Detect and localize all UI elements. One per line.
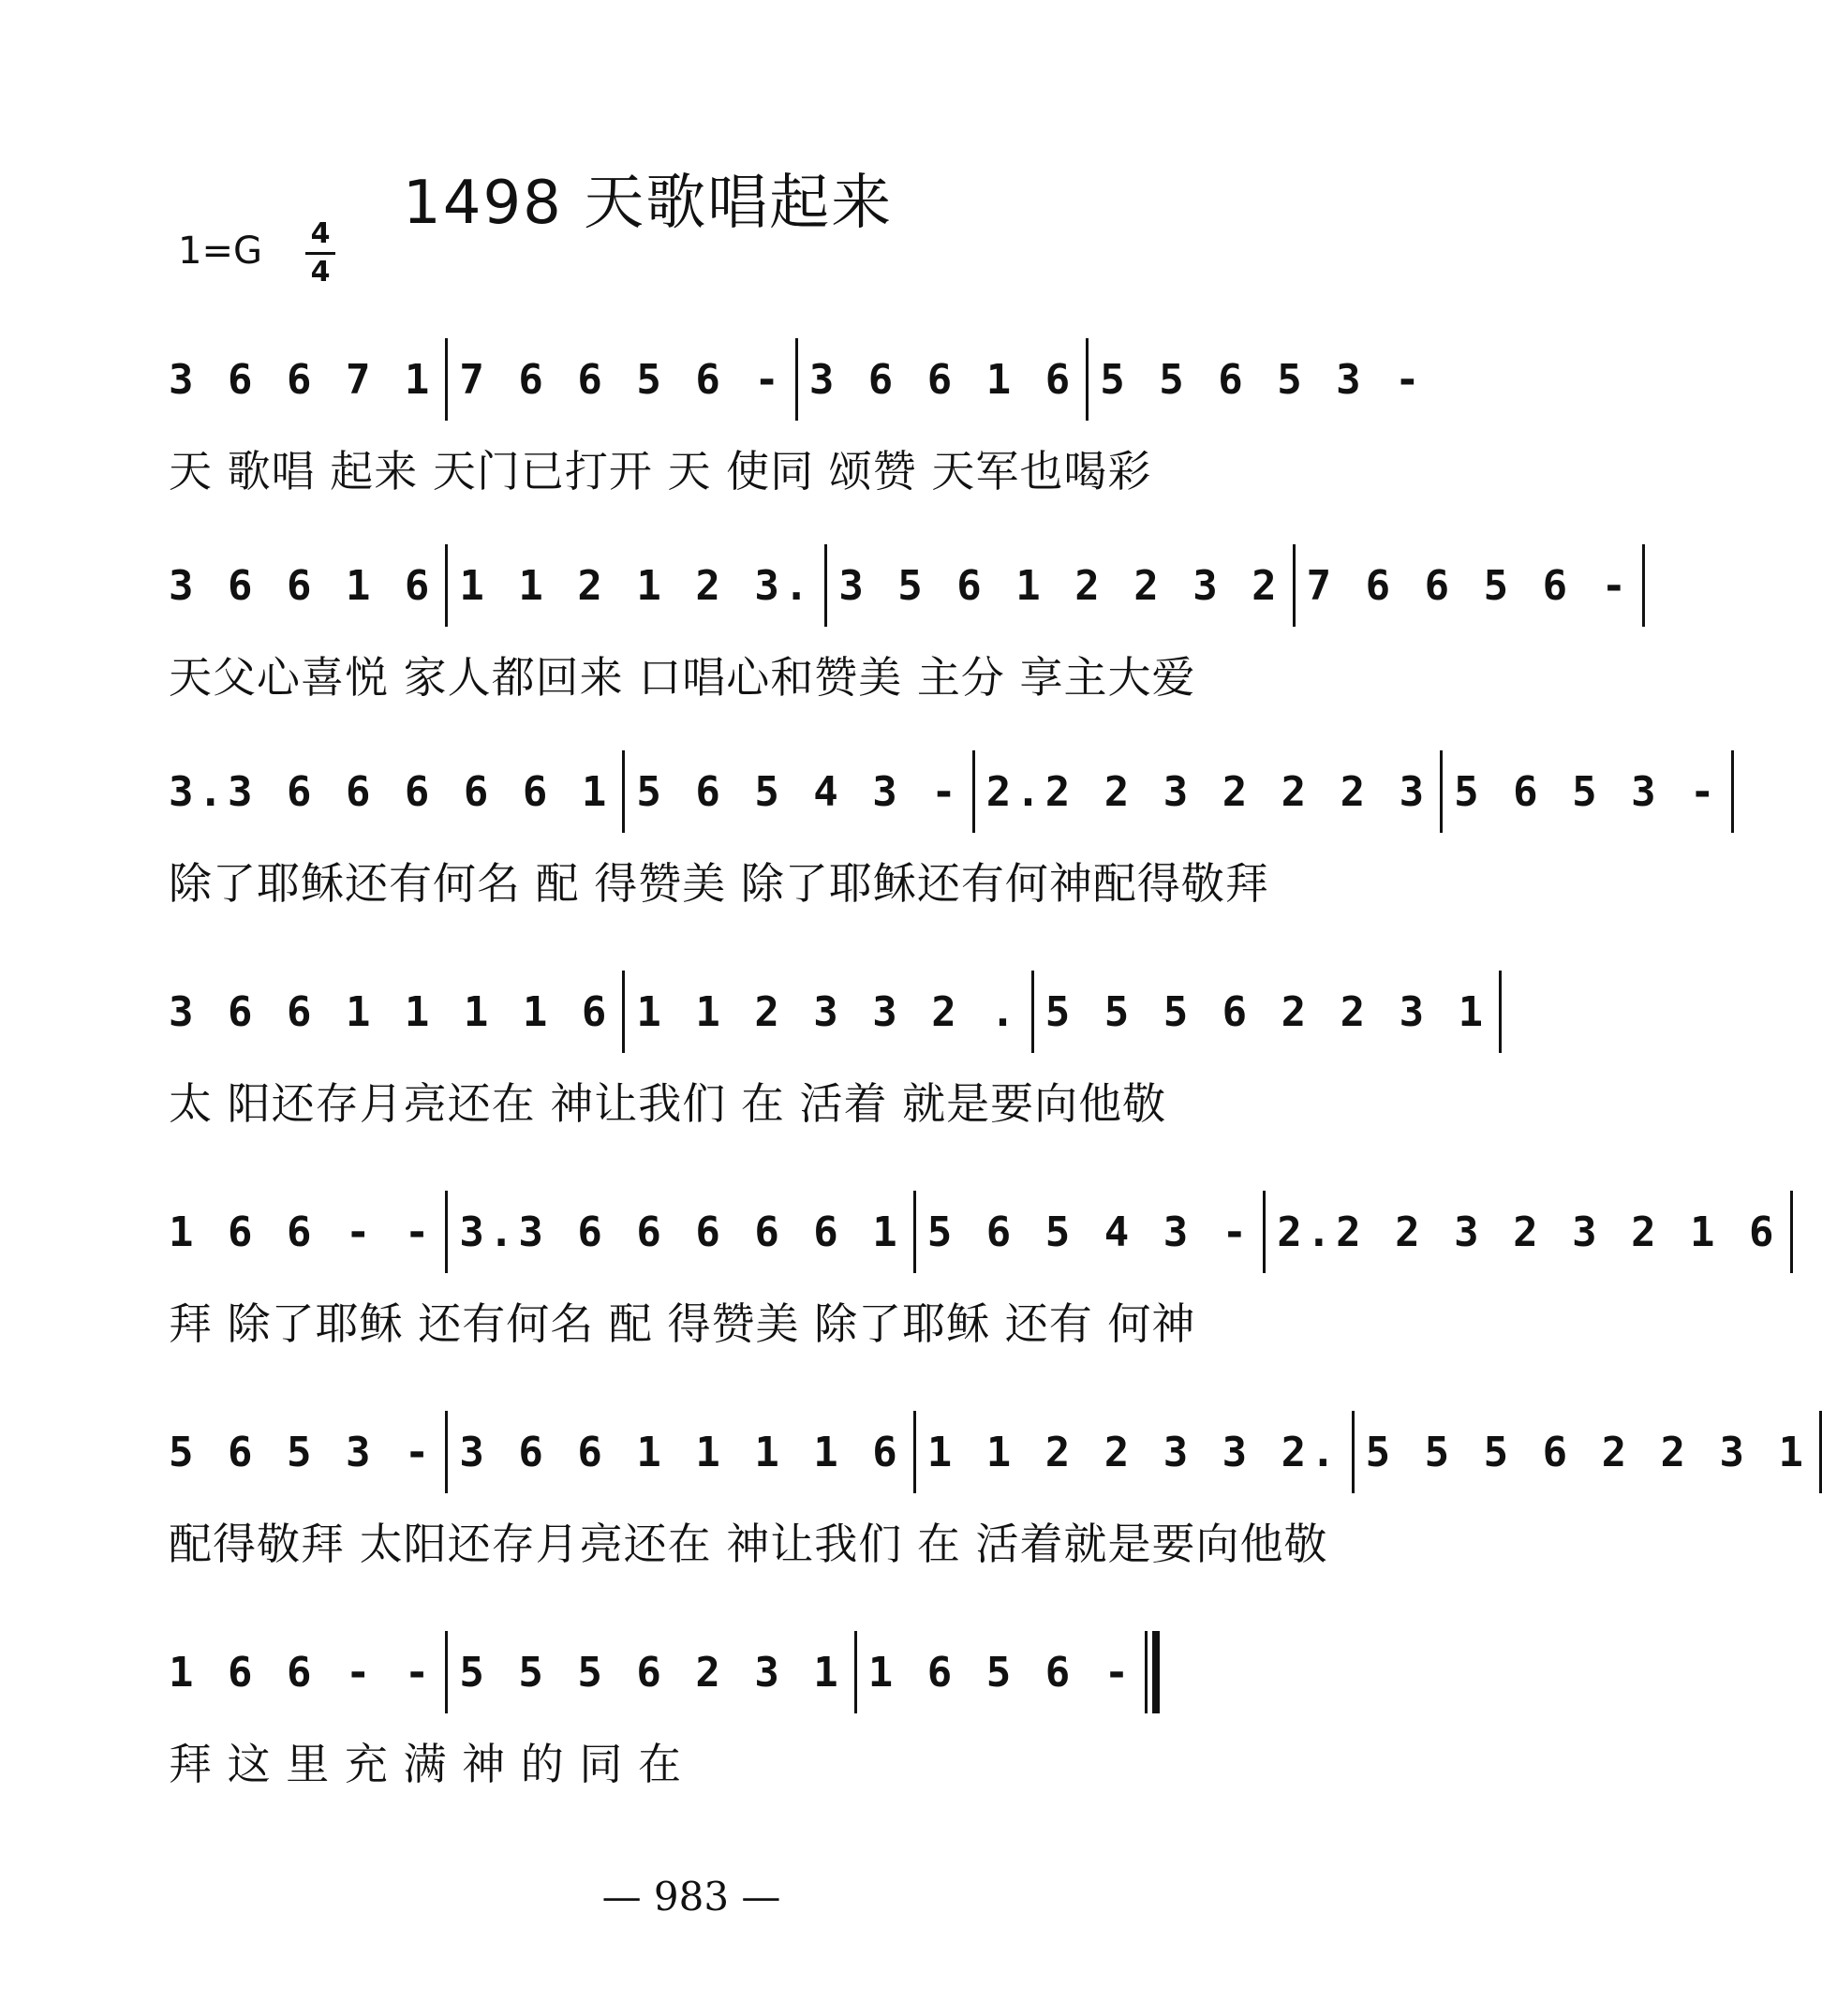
measure: 1 1 2 3 3 2 . [636, 987, 1020, 1036]
lyric-line: 除了耶稣还有何名 配 得赞美 除了耶稣还有何神配得敬拜 [169, 858, 1269, 909]
measure: 7 6 6 5 6 - [459, 355, 784, 404]
measure: 3 6 6 7 1 [169, 355, 435, 404]
time-signature-top: 4 [310, 217, 331, 250]
measure: 2.2 2 3 2 2 2 3 [985, 767, 1429, 816]
measure: 1 6 6 - - [169, 1648, 435, 1697]
measure: 1 6 5 6 - [867, 1648, 1134, 1697]
final-barline [1145, 1631, 1162, 1713]
measure: 5 5 5 6 2 2 3 1 [1365, 1428, 1809, 1476]
lyric-line: 配得敬拜 太阳还存月亮还在 神让我们 在 活着就是要向他敬 [169, 1519, 1328, 1569]
measure: 5 6 5 4 3 - [636, 767, 961, 816]
measure: 5 5 6 5 3 - [1100, 355, 1425, 404]
notation-line [169, 745, 1734, 838]
barline [1731, 750, 1734, 833]
lyric-line: 太 阳还存月亮还在 神让我们 在 活着 就是要向他敬 [169, 1078, 1167, 1129]
notation-line [169, 1185, 1793, 1279]
song-title: 1498 天歌唱起来 [403, 169, 894, 238]
notation-line [169, 333, 1436, 426]
lyric-line: 天父心喜悦 家人都回来 口唱心和赞美 主分 享主大爱 [169, 652, 1196, 703]
barline [1642, 544, 1645, 627]
page-number: — 983 — [601, 1874, 781, 1920]
measure: 5 6 5 4 3 - [926, 1208, 1252, 1256]
notation-line [169, 1405, 1822, 1499]
key-signature: 1=G [178, 230, 262, 273]
measure: 3 5 6 1 2 2 3 2 [838, 561, 1281, 610]
measure: 3 6 6 1 6 [169, 561, 435, 610]
time-signature-divider [305, 252, 335, 255]
measure: 2.2 2 3 2 3 2 1 6 [1277, 1208, 1779, 1256]
measure: 3.3 6 6 6 6 6 1 [169, 767, 612, 816]
lyric-line: 天 歌唱 起来 天门已打开 天 使同 颂赞 天军也喝彩 [169, 446, 1152, 497]
measure: 5 5 5 6 2 3 1 [459, 1648, 843, 1697]
notation-line [169, 539, 1645, 632]
measure: 3 6 6 1 6 [808, 355, 1075, 404]
measure: 5 5 5 6 2 2 3 1 [1044, 987, 1489, 1036]
measure: 1 1 2 2 3 3 2. [926, 1428, 1341, 1476]
time-signature [302, 217, 339, 289]
measure: 3 6 6 1 1 1 1 6 [169, 987, 612, 1036]
measure: 5 6 5 3 - [169, 1428, 435, 1476]
measure: 1 1 2 1 2 3. [459, 561, 814, 610]
time-signature-bottom: 4 [310, 256, 331, 289]
barline [1790, 1191, 1793, 1273]
measure: 7 6 6 5 6 - [1306, 561, 1632, 610]
measure: 3.3 6 6 6 6 6 1 [459, 1208, 902, 1256]
measure: 3 6 6 1 1 1 1 6 [459, 1428, 902, 1476]
notation-line [169, 1625, 1162, 1719]
measure: 1 6 6 - - [169, 1208, 435, 1256]
measure: 5 6 5 3 - [1454, 767, 1720, 816]
barline [1499, 971, 1502, 1053]
notation-line [169, 965, 1502, 1059]
lyric-line: 拜 这 里 充 满 神 的 同 在 [169, 1739, 682, 1789]
lyric-line: 拜 除了耶稣 还有何名 配 得赞美 除了耶稣 还有 何神 [169, 1298, 1196, 1349]
